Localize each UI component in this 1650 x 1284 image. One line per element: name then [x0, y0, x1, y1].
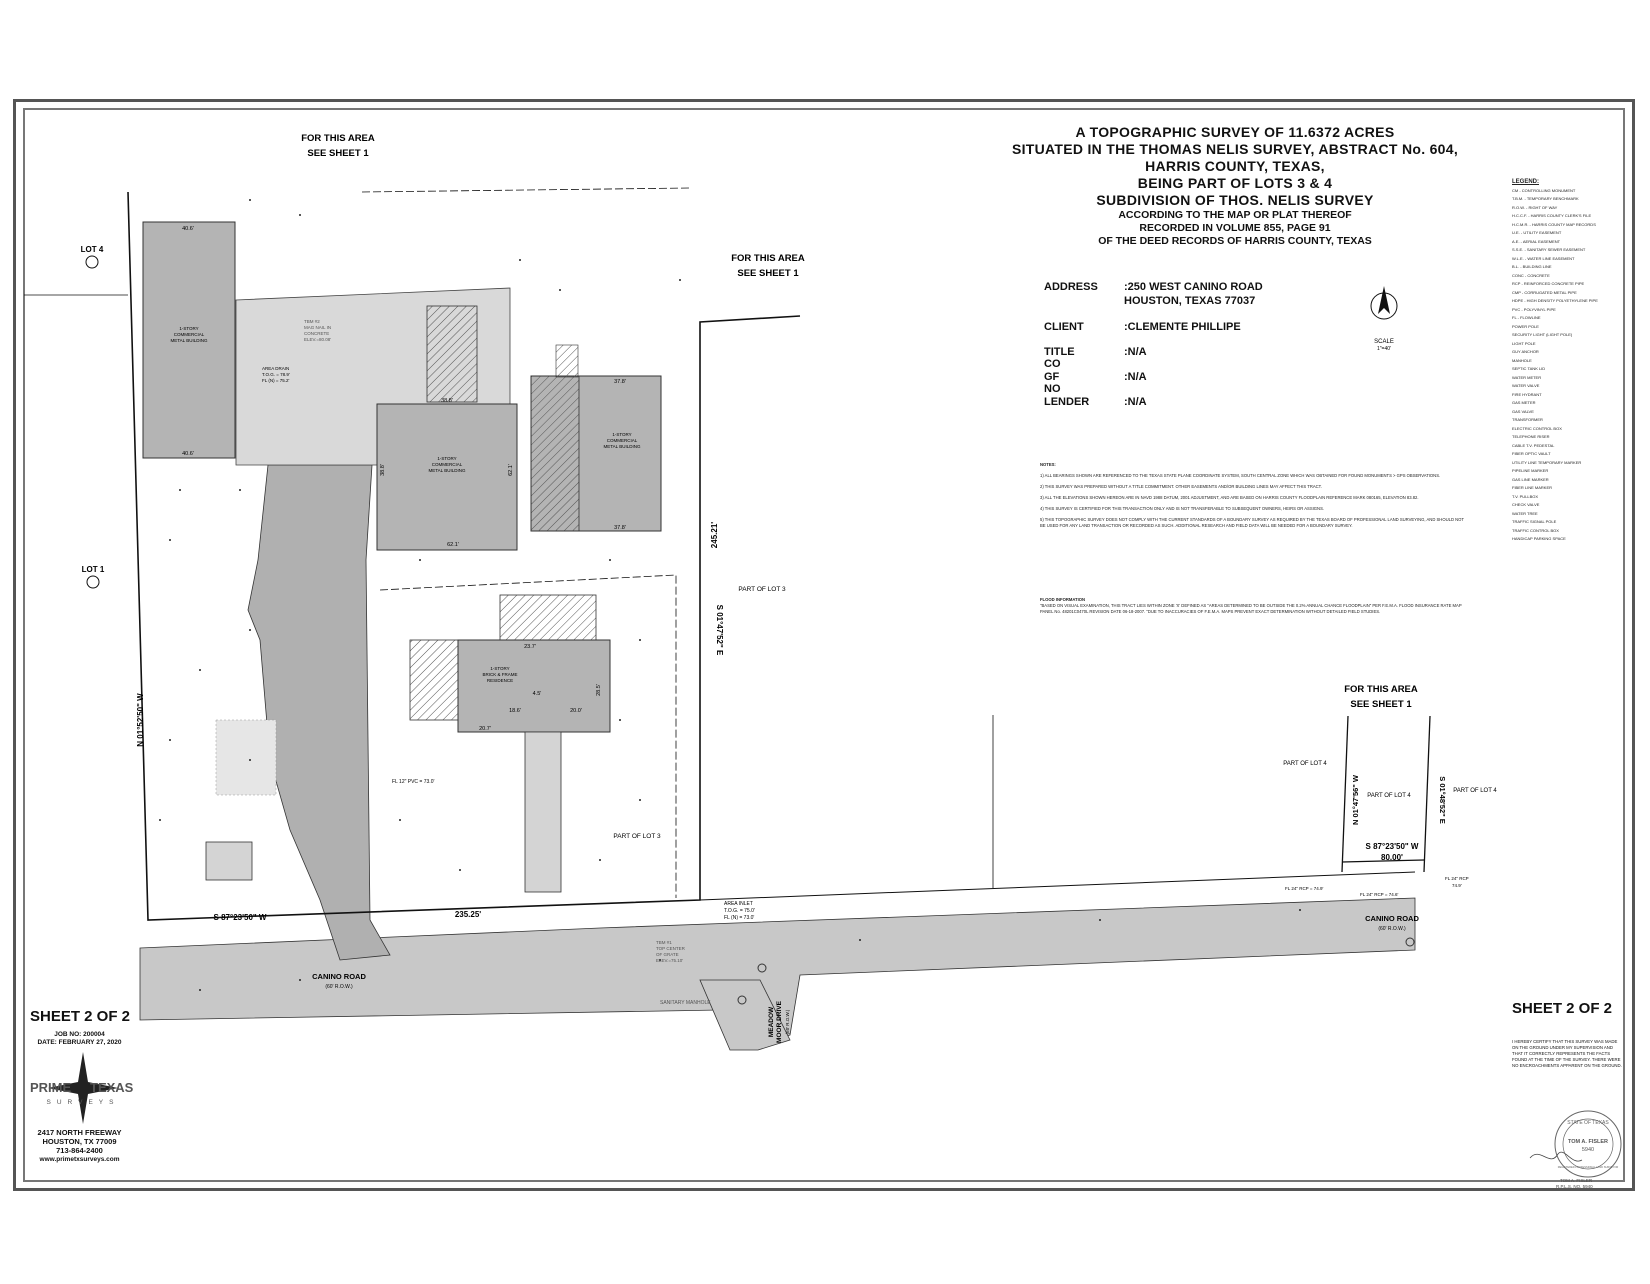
legend-item: WATER TREE [1512, 510, 1538, 516]
legend-item: T.B.M. - TEMPORARY BENCHMARK [1512, 196, 1579, 201]
legend-item: FIBER OPTIC VAULT [1512, 451, 1551, 456]
dim-bldg2-side: 38.8' [380, 464, 386, 476]
address-line-1: :250 WEST CANINO ROAD [1124, 281, 1263, 293]
certification-text: I HEREBY CERTIFY THAT THIS SURVEY WAS MADE ON THE GROUND UNDER MY SUPERVISION AND THAT IT CORRECTLY REPRESENTS THE FACTS FOUND AT THE TIME OF THE SURVEY. THERE WERE NO ENCROACHMENTS APPARENT ON THE GROUND. [1512, 1039, 1622, 1068]
label-bldg4-c: RESIDENCE [486, 678, 514, 683]
legend-item: TRAFFIC CONTROL BOX [1512, 527, 1559, 533]
label-tbm1-l3: OF GRATE [656, 952, 679, 957]
residence-porch-hatch [410, 640, 460, 720]
label-area-drain-toc: T.O.G. = 78.9' [262, 372, 290, 377]
seal-top: STATE OF TEXAS [1567, 1120, 1609, 1126]
dim-residence-20: 20.0' [570, 708, 582, 714]
label-fl-24b: FL 24" RCP = 74.6' [1360, 892, 1399, 897]
legend-item: CONC - CONCRETE [1512, 272, 1550, 278]
bearing-se-west: N 01°47'56" W [1351, 774, 1360, 826]
company-address [32, 1128, 127, 1164]
label-tbm1: TBM #1 [656, 940, 672, 945]
label-fl-24c-value: 74.9' [1452, 883, 1462, 888]
covered-area-3 [556, 345, 578, 377]
scale-label: SCALE [1374, 339, 1394, 345]
note-2: 2) THIS SURVEY WAS PREPARED WITHOUT A TITLE COMMITMENT. OTHER EASEMENTS AND/OR BUILDING LINES MAY AFFECT THIS TRACT. [1040, 484, 1322, 489]
residence-cover-hatch [500, 595, 596, 640]
title-line-7: RECORDED IN VOLUME 855, PAGE 91 [1139, 222, 1331, 234]
residence-sidewalk [525, 732, 561, 892]
legend-item: PIPELINE MARKER [1512, 468, 1549, 473]
label-canino-road-2: CANINO ROAD [1365, 914, 1419, 923]
gravel-area [216, 720, 276, 795]
legend-item: HANDICAP PARKING SPACE [1512, 536, 1566, 541]
label-fl-24a: FL 24" RCP = 74.9' [1285, 886, 1324, 891]
client-value: :CLEMENTE PHILLIPE [1124, 321, 1241, 333]
legend-item: MANHOLE [1512, 357, 1532, 363]
flood-heading: FLOOD INFORMATION [1040, 597, 1086, 602]
note-1: 1) ALL BEARINGS SHOWN ARE REFERENCED TO THE TEXAS STATE PLANE COORDINATE SYSTEM, SOUTH CENTRAL ZONE WHICH WAS OBTAINED FOR FOUND MONUMENTS > GPS OBSERVATIONS. [1040, 473, 1441, 478]
scale-value: 1"=40' [1377, 346, 1391, 352]
survey-notes [1040, 462, 1470, 534]
logo-name-b: TEXAS [90, 1080, 134, 1095]
legend-item: GAS LINE MARKER [1512, 476, 1549, 482]
label-area-inlet-fl: FL (N) = 73.0' [724, 915, 755, 921]
label-part-lot4-c: PART OF LOT 4 [1453, 788, 1497, 794]
label-for-this-area-1: FOR THIS AREA [301, 133, 375, 144]
dim-bldg2-side-2: 62.1' [508, 464, 514, 476]
label-fl-24c: FL 24" RCP [1445, 876, 1469, 881]
north-arrow-icon [1371, 286, 1397, 319]
label-sanitary-manhole: SANITARY MANHOLE [660, 1000, 711, 1006]
label-bldg3-c: METAL BUILDING [603, 444, 641, 449]
label-see-sheet-3: SEE SHEET 1 [1350, 699, 1412, 710]
job-date: DATE: FEBRUARY 27, 2020 [37, 1039, 122, 1046]
lender-label: LENDER [1044, 396, 1090, 408]
gf-no-value: :N/A [1124, 371, 1147, 383]
surveyor-seal [1528, 1108, 1624, 1180]
label-tbm2-l2: MAG NAIL IN [304, 325, 332, 330]
dim-bldg1-bottom: 40.6' [182, 451, 194, 457]
note-5: 5) THIS TOPOGRAPHIC SURVEY DOES NOT COMPLY WITH THE CURRENT STANDARDS OF A BOUNDARY SURVEY AS REQUIRED BY THE TEXAS BOARD OF PROFESSIONAL LAND SURVEYING, AND SHOULD NOT BE USED FOR ANY LAND TRANSACTION OR RECORDED AS SUCH. ADDITIONAL RESEARCH AND FIELD DATA WILL BE NEEDED FOR A BOUNDARY SURVEY. [1040, 517, 1464, 528]
legend-item: W.L.E. - WATER LINE EASEMENT [1512, 255, 1575, 261]
building-residence [458, 640, 610, 732]
legend-item: B.L. - BUILDING LINE [1512, 264, 1552, 269]
label-meadow: MEADOW [768, 1006, 775, 1038]
lot4-marker-icon [86, 256, 98, 268]
legend-item: GUY ANCHOR [1512, 349, 1539, 354]
se-tract-east-line [1424, 716, 1430, 872]
legend-item: POWER POLE [1512, 323, 1539, 329]
fence-north [362, 188, 690, 192]
company-logo [28, 1050, 138, 1125]
dim-bldg3-top: 37.8' [614, 379, 626, 385]
legend-item: FIRE HYDRANT [1512, 391, 1542, 397]
label-bldg3-b: COMMERCIAL [606, 438, 638, 443]
company-city: HOUSTON, TX 77009 [42, 1137, 117, 1146]
label-fl-pvc: FL 12" PVC = 73.0' [392, 779, 435, 785]
legend-item: SEPTIC TANK LID [1512, 366, 1546, 371]
label-canino-road-2-row: (60' R.O.W.) [1378, 926, 1406, 932]
label-tbm1-l2: TOP CENTER [656, 946, 685, 951]
signer-rpls: R.P.L.S. NO. 5940 [1556, 1184, 1593, 1189]
company-web[interactable]: www.primetxsurveys.com [39, 1156, 120, 1163]
lender-value: :N/A [1124, 396, 1147, 408]
legend-item: FL - FLOWLINE [1512, 315, 1541, 320]
sheet-number-left: SHEET 2 OF 2 [30, 1008, 131, 1025]
label-area-inlet: AREA INLET [724, 901, 753, 907]
covered-area-2 [531, 376, 579, 531]
label-see-sheet-1: SEE SHEET 1 [307, 148, 369, 159]
dim-residence-top: 23.7' [524, 644, 536, 650]
label-canino-road-1-row: (60' R.O.W.) [325, 984, 353, 990]
legend-item: UTILITY LINE TEMPORARY MARKER [1512, 459, 1582, 465]
flood-text: "BASED ON VISUAL EXAMINATION, THIS TRACT LIES WITHIN ZONE 'X' DEFINED AS "AREAS DETERMINED TO BE OUTSIDE THE 0.2% ANNUAL CHANCE FLOODPLAIN" PER F.E.M.A. FLOOD INSURANCE RATE MAP PANEL No. 48201C0470L REVISION DATE 06-18-2007. "DUE TO INACCURACIES OF F.E.M.A. MAPS PREVENT EXACT DETERMINATION WITHOUT DETAILED FIELD STUDIES. [1040, 603, 1462, 614]
building-center-metal [377, 404, 517, 550]
title-line-2: SITUATED IN THE THOMAS NELIS SURVEY, ABSTRACT No. 604, [1011, 141, 1459, 157]
label-bldg1-a: 1-STORY [179, 326, 199, 331]
label-moor-drive: MOOR DRIVE [776, 1001, 783, 1043]
title-line-4: BEING PART OF LOTS 3 & 4 [1137, 175, 1333, 191]
label-area-drain: AREA DRAIN [262, 366, 290, 371]
legend-item: TRAFFIC SIGNAL POLE [1512, 519, 1557, 524]
legend-item: WATER METER [1512, 374, 1542, 380]
dim-residence-4: 4.5' [532, 691, 542, 697]
legend-heading: LEGEND: [1512, 179, 1539, 185]
dim-residence-bottom: 20.7' [479, 726, 491, 732]
legend-item: CMP - CORRUGATED METAL PIPE [1512, 289, 1577, 295]
lot1-marker-icon [87, 576, 99, 588]
legend-item: GAS VALVE [1512, 408, 1534, 414]
job-info [32, 1031, 127, 1047]
legend-item: H.C.C.F. - HARRIS COUNTY CLERK'S FILE [1512, 213, 1592, 218]
seal-number: 5940 [1581, 1147, 1595, 1153]
dim-residence-18: 18.6' [509, 708, 521, 714]
seal-name: TOM A. FISLER [1567, 1139, 1609, 1145]
main-driveway [248, 465, 390, 960]
distance-se: 80.00' [1381, 853, 1403, 862]
label-for-this-area-2: FOR THIS AREA [731, 253, 805, 264]
label-part-lot4-b: PART OF LOT 4 [1367, 793, 1411, 799]
title-line-1: A TOPOGRAPHIC SURVEY OF 11.6372 ACRES [1075, 124, 1395, 140]
legend-items [1512, 187, 1622, 544]
legend-item: WATER VALVE [1512, 383, 1540, 388]
signer-name: TOM A. FISLER [1560, 1178, 1593, 1183]
label-tbm1-l4: ELEV.=75.10' [656, 958, 684, 963]
dim-bldg2-top: 38.8' [441, 398, 453, 404]
legend-item: TRANSFORMER [1512, 417, 1543, 422]
legend-item: A.E. - AERIAL EASEMENT [1512, 238, 1561, 244]
label-lot1: LOT 1 [81, 565, 105, 574]
sheet-number-right: SHEET 2 OF 2 [1512, 1000, 1613, 1017]
dim-bldg1-top: 40.6' [182, 226, 194, 232]
logo-name-a: PRIME [30, 1080, 72, 1095]
label-tbm2: TBM #2 [304, 319, 320, 324]
address-label: ADDRESS [1044, 281, 1098, 293]
label-see-sheet-2: SEE SHEET 1 [737, 268, 799, 279]
company-street: 2417 NORTH FREEWAY [37, 1128, 122, 1137]
address-line-2: HOUSTON, TEXAS 77037 [1124, 295, 1256, 307]
client-label: CLIENT [1044, 321, 1084, 333]
legend-item: HDPE - HIGH DENSITY POLYETHYLENE PIPE [1512, 298, 1598, 303]
legend-item: LIGHT POLE [1512, 340, 1536, 346]
bearing-south: S 87°23'50" W [213, 913, 267, 922]
label-part-lot3-right: PART OF LOT 3 [738, 586, 786, 593]
distance-east: 245.21' [710, 521, 719, 549]
dim-bldg2-bottom: 62.1' [447, 542, 459, 548]
label-part-lot3-bottom: PART OF LOT 3 [613, 833, 661, 840]
title-line-5: SUBDIVISION OF THOS. NELIS SURVEY [1096, 192, 1374, 208]
legend-item: CHECK VALVE [1512, 502, 1540, 507]
dim-residence-side: 28.5' [596, 684, 602, 696]
legend-item: RCP - REINFORCED CONCRETE PIPE [1512, 281, 1585, 286]
label-area-inlet-toc: T.O.G. = 75.0' [724, 908, 755, 914]
notes-heading: NOTES: [1040, 462, 1056, 467]
label-bldg4-a: 1-STORY [490, 666, 510, 671]
bearing-west: N 01°52'50" W [136, 693, 145, 747]
label-bldg1-c: METAL BUILDING [170, 338, 208, 343]
label-meadow-row: (60' R.O.W.) [785, 1009, 790, 1035]
dim-bldg3-bottom: 37.8' [614, 525, 626, 531]
legend-item: CM - CONTROLLING MONUMENT [1512, 187, 1576, 193]
note-4: 4) THIS SURVEY IS CERTIFIED FOR THIS TRANSACTION ONLY AND IS NOT TRANSFERABLE TO SUBSEQUENT OWNERS, HEIRS OR ASSIGNS. [1040, 506, 1325, 511]
distance-south: 235.25' [454, 910, 482, 919]
logo-sub: SURVEYS [46, 1099, 120, 1106]
legend-item: S.S.E. - SANITARY SEWER EASEMENT [1512, 247, 1586, 252]
label-bldg2-b: COMMERCIAL [431, 462, 463, 467]
legend-item: T.V. PULLBOX [1512, 493, 1539, 499]
label-area-drain-fl: FL (N) = 75.2' [262, 378, 290, 383]
bearing-se-east: S 01°48'52" E [1438, 776, 1447, 824]
legend-item: GAS METER [1512, 400, 1536, 405]
label-bldg2-c: METAL BUILDING [428, 468, 466, 473]
title-co-value: :N/A [1124, 346, 1147, 358]
title-line-6: ACCORDING TO THE MAP OR PLAT THEREOF [1118, 209, 1352, 221]
seal-bottom: REGISTERED PROFESSIONAL LAND SURVEYOR [1557, 1166, 1619, 1169]
covered-area-1 [427, 306, 477, 402]
note-3: 3) ALL THE ELEVATIONS SHOWN HEREON ARE IN NAVD 1988 DATUM, 2001 ADJUSTMENT, AND ARE BASED ON HARRIS COUNTY FLOODPLAIN REFERENCE MARK 080165, ELEVATION 83.82. [1040, 495, 1419, 500]
label-bldg2-a: 1-STORY [437, 456, 457, 461]
label-for-this-area-3: FOR THIS AREA [1344, 684, 1418, 695]
label-bldg3-a: 1-STORY [612, 432, 632, 437]
title-co-label: TITLE CO [1044, 346, 1075, 370]
legend-item: R.O.W. - RIGHT OF WAY [1512, 204, 1558, 210]
bearing-east: S 01°47'52" E [715, 604, 724, 656]
legend-item: PVC - POLYVINYL PIPE [1512, 306, 1556, 312]
flood-information [1040, 597, 1470, 615]
label-tbm2-l4: ELEV.=80.08' [304, 337, 332, 342]
legend-item: U.E. - UTILITY EASEMENT [1512, 230, 1562, 235]
small-shed [206, 842, 252, 880]
label-lot4: LOT 4 [80, 245, 104, 254]
legend-item: ELECTRIC CONTROL BOX [1512, 425, 1562, 431]
label-part-lot4-a: PART OF LOT 4 [1283, 761, 1327, 767]
label-canino-road-1: CANINO ROAD [312, 972, 366, 981]
legend [1512, 178, 1622, 544]
title-line-8: OF THE DEED RECORDS OF HARRIS COUNTY, TEXAS [1098, 235, 1372, 247]
bearing-se: S 87°23'50" W [1365, 842, 1419, 851]
legend-item: SECURITY LIGHT (LIGHT POLE) [1512, 332, 1573, 337]
job-number: JOB NO: 200004 [54, 1031, 105, 1038]
legend-item: FIBER LINE MARKER [1512, 485, 1553, 490]
legend-item: H.C.M.R. - HARRIS COUNTY MAP RECORDS [1512, 221, 1596, 227]
label-bldg4-b: BRICK & FRAME [482, 672, 518, 677]
survey-title-block [1000, 124, 1470, 248]
label-tbm2-l3: CONCRETE [304, 331, 330, 336]
title-line-3: HARRIS COUNTY, TEXAS, [1145, 158, 1325, 174]
label-bldg1-b: COMMERCIAL [173, 332, 205, 337]
legend-item: TELEPHONE RISER [1512, 434, 1550, 439]
legend-item: CABLE T.V. PEDESTAL [1512, 442, 1555, 448]
gf-no-label: GF NO [1044, 371, 1061, 395]
company-phone: 713-864-2400 [56, 1146, 103, 1155]
se-tract-west-line [1342, 716, 1348, 872]
